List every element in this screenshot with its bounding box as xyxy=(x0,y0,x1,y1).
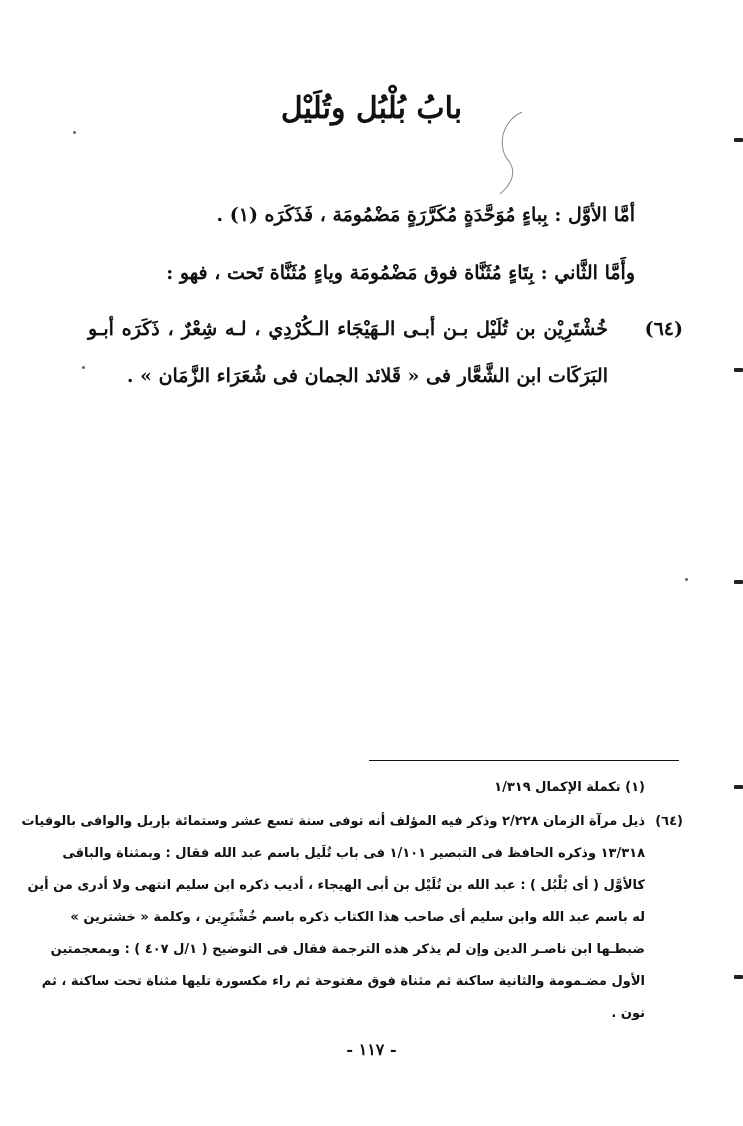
body-line-second: وأَمَّا الثَّاني : بِتَاءٍ مُثَنَّاة فوق مَضْمُومَة وياءٍ مُثَنَّاة تَحت ، فهو : xyxy=(166,262,635,284)
footnote-64-line: ١٣/٣١٨ وذكره الحافظ فى التبصير ١/١٠١ فى باب تُلَيل باسم عبد الله فقال : وبمثناة والباقى xyxy=(62,846,645,861)
footnote-1: (١) تكملة الإكمال ١/٣١٩ xyxy=(494,780,645,795)
footnote-64-line: ذيل مرآة الزمان ٢/٢٢٨ وذكر فيه المؤلف أنه توفى سنة تسع عشر وستمائة بإربل والوافى بالوفيات xyxy=(21,814,645,829)
margin-mark xyxy=(734,785,743,789)
chapter-title: بابُ بُلْبُل وتُلَيْل xyxy=(280,91,463,126)
speck xyxy=(685,578,688,581)
entry-text-line: خُشْتَرِيْن بن تُلَيْل بـن أبـى الـهَيْجَاء الـكُرْدِي ، لـه شِعْرٌ ، ذَكَرَه أبـو xyxy=(88,318,608,340)
footnote-separator xyxy=(369,760,679,761)
entry-number: (٦٤) xyxy=(644,318,683,340)
page-number: - ١١٧ - xyxy=(346,1040,397,1059)
footnote-64-line: نون . xyxy=(611,1006,645,1021)
footnote-64-line: كالأوَّل ( أى بُلْبُل ) : عبد الله بن تُلَيْل بن أبى الهيجاء ، أديب ذكره ابن سليم انتهى ولا أدرى من أين xyxy=(27,878,645,893)
margin-mark xyxy=(734,138,743,142)
body-line-first: أمَّا الأوَّل : بِباءٍ مُوَحَّدَةٍ مُكَرَّرَةٍ مَضْمُومَة ، فَذَكَرَه (١) . xyxy=(216,204,635,226)
margin-mark xyxy=(734,975,743,979)
footnote-64-number: (٦٤) xyxy=(655,814,683,829)
footnote-64-line: الأول مضـمومة والثانية ساكنة ثم مثناة فوق مفتوحة ثم راء مكسورة تليها مثناة تحت ساكنة ، ثم xyxy=(41,974,645,989)
margin-mark xyxy=(734,368,743,372)
speck xyxy=(82,366,85,369)
footnote-64-line: له باسم عبد الله وابن سليم أى صاحب هذا الكتاب ذكره باسم خُشْتَرِين ، وكلمة « خشترين » xyxy=(70,910,645,925)
entry-text-line: البَرَكَات ابن الشَّعَّار فى « قَلائد الجمان فى شُعَرَاء الزَّمَان » . xyxy=(126,365,608,387)
margin-mark xyxy=(734,580,743,584)
footnote-64-line: ضبطـها ابن ناصـر الدين وإن لم يذكر هذه الترجمة فقال فى التوضيح ( ١/ل ٤٠٧ ) : وبمعجمتين xyxy=(50,942,645,957)
